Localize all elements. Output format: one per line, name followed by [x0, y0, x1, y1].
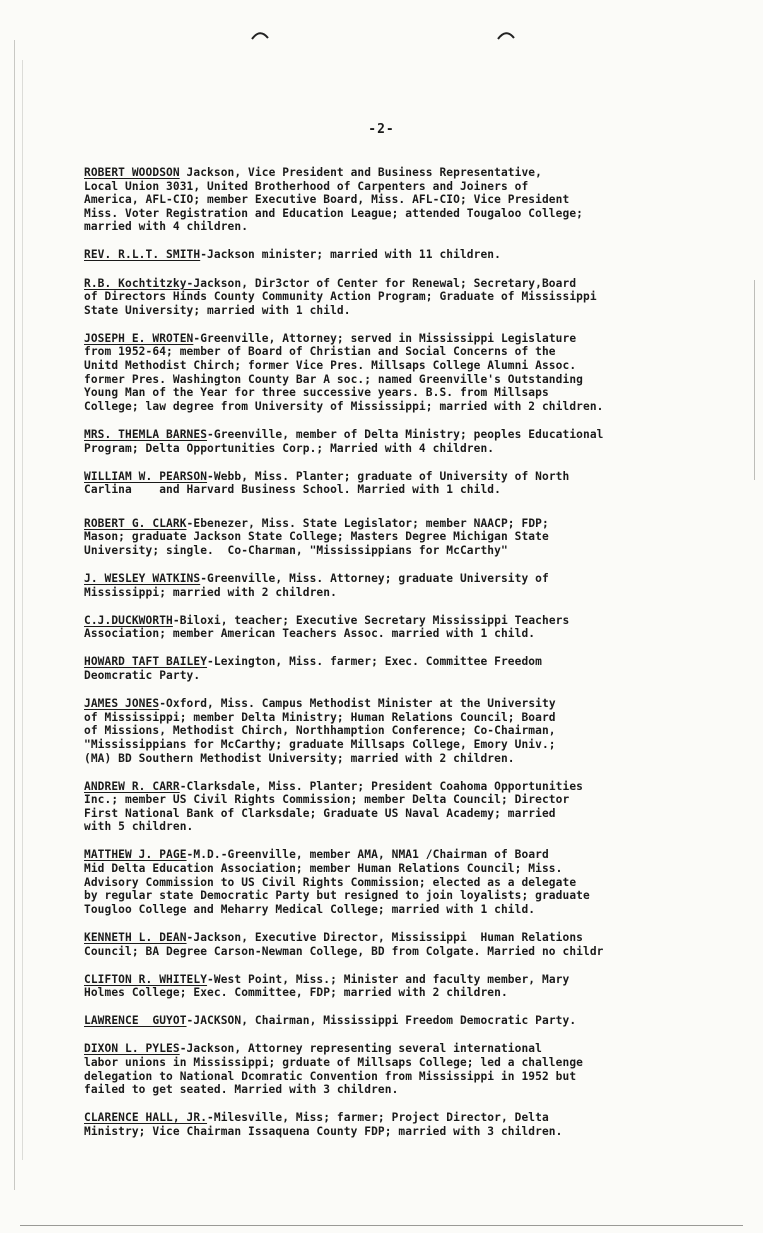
person-name: ANDREW R. CARR [84, 779, 180, 793]
person-details: -Oxford, Miss. Campus Methodist Minister at the University of Mississippi; member Delta Ministry; Human Relations Council; Board of Missions, Methodist Chirch, Northhamption Conference; Co-Chairman, "Mississippians for McCarthy; graduate Millsaps College, Emory Univ.; (MA) BD Southern Methodist University; married with 2 children. [84, 697, 556, 765]
person-details: -Greenville, Attorney; served in Mississippi Legislature from 1952-64; member of Board of Christian and Social Concerns of the Unitd Methodist Chirch; former Vice Pres. Millsaps College Alumni Assoc. former Pres. Washington County Bar A soc.; named Greenville's Outstanding Young Man of the Year for three successive years. B.S. from Millsaps College; law degree from University of Mississippi; married with 2 children. [84, 331, 604, 413]
person-name: MATTHEW J. PAGE [84, 848, 187, 862]
biography-entry [84, 1042, 754, 1096]
biography-entry [84, 931, 754, 958]
person-name: KENNETH L. DEAN [84, 930, 187, 944]
biography-entry [84, 332, 754, 414]
person-name: JOSEPH E. WROTEN [84, 331, 194, 345]
biography-entry [84, 697, 754, 765]
person-details: -Jackson minister; married with 11 children. [200, 248, 501, 262]
person-name: LAWRENCE GUYOT [84, 1014, 187, 1028]
biography-entry [84, 973, 754, 1000]
page-edge-shadow [22, 60, 23, 1160]
person-details: -M.D.-Greenville, member AMA, NMA1 /Chairman of Board Mid Delta Education Association; member Human Relations Council; Miss. Advisory Commission to US Civil Rights Commission; elected as a delegate by regular state Democratic Party but resigned to join loyalists; graduate Tougloo College and Meharry Medical College; married with 1 child. [84, 848, 590, 916]
biography-entry [84, 655, 754, 682]
person-details: -Milesville, Miss; farmer; Project Director, Delta Ministry; Vice Chairman Issaquena County FDP; married with 3 children. [84, 1111, 563, 1138]
person-details: Jackson, Vice President and Business Representative, Local Union 3031, United Brotherhood of Carpenters and Joiners of America, AFL-CIO; member Executive Board, Miss. AFL-CIO; Vice President Miss. Voter Registration and Education League; attended Tougaloo College; married with 4 children. [84, 166, 583, 234]
person-details: -West Point, Miss.; Minister and faculty member, Mary Holmes College; Exec. Committee, FDP; married with 2 children. [84, 972, 570, 1000]
person-details: -Webb, Miss. Planter; graduate of University of North Carlina and Harvard Business School. Married with 1 child. [84, 469, 570, 497]
page-edge-shadow [754, 280, 755, 480]
page-edge-shadow [14, 40, 15, 1190]
biography-entry [84, 1111, 754, 1138]
biography-entry [84, 428, 754, 455]
person-name: WILLIAM W. PEARSON [84, 469, 208, 483]
person-details: -Lexington, Miss. farmer; Exec. Committee Freedom Deomcratic Party. [84, 655, 542, 683]
binding-mark [251, 30, 269, 40]
person-name: MRS. THEMLA BARNES [84, 427, 208, 441]
biography-entry [84, 166, 754, 234]
person-name: CLIFTON R. WHITELY [84, 972, 208, 986]
person-name: J. WESLEY WATKINS [84, 572, 201, 586]
biography-entry [84, 1014, 754, 1028]
person-details: ackson, Dir3ctor of Center for Renewal; Secretary,Board of Directors Hinds County Community Action Program; Graduate of Mississippi State University; married with 1 child. [84, 276, 597, 317]
binding-mark [497, 30, 515, 40]
person-details: -Biloxi, teacher; Executive Secretary Mississippi Teachers Association; member American Teachers Assoc. married with 1 child. [84, 613, 570, 641]
person-details: -Ebenezer, Miss. State Legislator; member NAACP; FDP; Mason; graduate Jackson State College; Masters Degree Michigan State University; single. Co-Charman, "Mississippians for McCarthy" [84, 516, 549, 557]
person-name: CLARENCE HALL, JR. [84, 1111, 208, 1125]
biography-entry [84, 277, 754, 318]
page-bottom-edge [20, 1225, 743, 1226]
person-name: ROBERT G. CLARK [84, 516, 187, 530]
person-name: REV. R.L.T. SMITH [84, 248, 201, 262]
person-details: -Greenville, member of Delta Ministry; peoples Educational Program; Delta Opportunities Corp.; Married with 4 children. [84, 427, 604, 455]
person-details: -Jackson, Attorney representing several international labor unions in Mississippi; grduate of Millsaps College; led a challenge delegation to National Dcomratic Convention from Mississippi in 1952 but failed to get seated. Married with 3 children. [84, 1042, 583, 1097]
biography-entry [84, 248, 754, 262]
person-name: JAMES JONES [84, 697, 160, 711]
biography-entry [84, 614, 754, 641]
person-details: -Jackson, Executive Director, Mississippi Human Relations Council; BA Degree Carson-Newman College, BD from Colgate. Married no childr [84, 930, 604, 958]
biography-list [84, 166, 754, 1153]
person-name: HOWARD TAFT BAILEY [84, 655, 208, 669]
person-name: DIXON L. PYLES [84, 1042, 180, 1056]
person-name: R.B. Kochtitzky-J [84, 276, 201, 290]
biography-entry [84, 470, 754, 497]
person-details: -Greenville, Miss. Attorney; graduate University of Mississippi; married with 2 children. [84, 572, 549, 599]
person-details: -Clarksdale, Miss. Planter; President Coahoma Opportunities Inc.; member US Civil Rights Commission; member Delta Council; Director First National Bank of Clarksdale; Graduate US Naval Academy; married with 5 children. [84, 779, 583, 834]
person-details: -JACKSON, Chairman, Mississippi Freedom Democratic Party. [186, 1014, 577, 1028]
biography-entry [84, 572, 754, 599]
person-name: C.J.DUCKWORTH [84, 613, 173, 627]
biography-entry [84, 517, 754, 558]
person-name: ROBERT WOODSON [84, 166, 180, 179]
page-number: -2- [368, 122, 395, 137]
biography-entry [84, 848, 754, 916]
biography-entry [84, 780, 754, 834]
